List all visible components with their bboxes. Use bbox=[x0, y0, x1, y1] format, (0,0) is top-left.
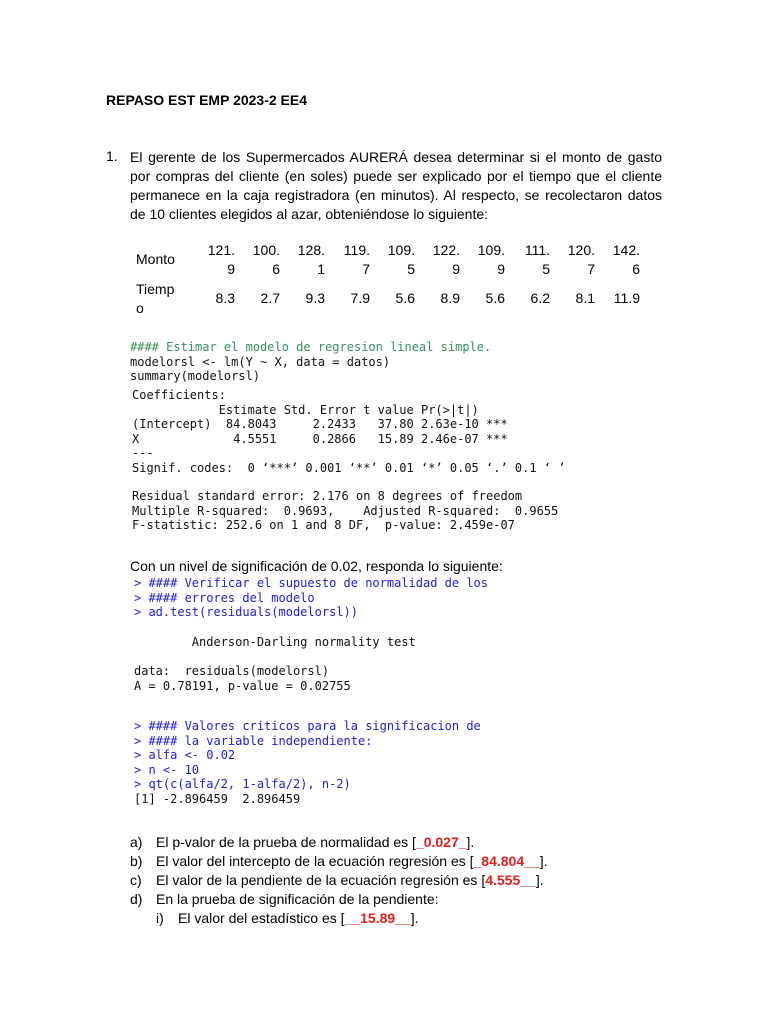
answer-label: c) bbox=[130, 872, 142, 888]
page-title: REPASO EST EMP 2023-2 EE4 bbox=[106, 92, 308, 108]
table-cell: 142. 6 bbox=[612, 241, 640, 277]
answer-text: El p-valor de la prueba de normalidad es [_0.027_]. bbox=[156, 834, 475, 850]
answer-text: El valor del estadístico es [__15.89__]. bbox=[178, 910, 419, 926]
row-label-tiempo: Tiemp o bbox=[136, 280, 175, 316]
table-cell: 7.9 bbox=[350, 290, 370, 306]
table-cell: 120. 7 bbox=[567, 241, 595, 277]
answer-text: El valor de la pendiente de la ecuación regresión es [4.555__]. bbox=[156, 872, 544, 888]
table-cell: 119. 7 bbox=[343, 241, 370, 277]
table-cell: 109. 5 bbox=[387, 241, 415, 277]
table-cell: 8.1 bbox=[575, 290, 595, 306]
table-cell: 6.2 bbox=[530, 290, 550, 306]
answer-value: 4.555__ bbox=[485, 872, 536, 888]
table-cell: 121. 9 bbox=[207, 241, 235, 277]
table-cell: 9.3 bbox=[305, 290, 325, 306]
code-lines: > #### Valores criticos para la significacion de > #### la variable independiente: > alfa <- 0.02 > n <- 10 > qt(c(alfa/2, 1-alfa/2), n-2) bbox=[134, 719, 481, 792]
answer-text: El valor del intercepto de la ecuación regresión es [_84.804__]. bbox=[156, 853, 548, 869]
r-code-normality: > #### Verificar el supuesto de normalidad de los > #### errores del modelo > ad.test(residuals(modelorsl)) bbox=[134, 576, 489, 620]
answer-label: b) bbox=[130, 853, 143, 869]
row-label-monto: Monto bbox=[136, 251, 175, 267]
code-line: modelorsl <- lm(Y ~ X, data = datos) bbox=[130, 354, 391, 369]
answer-value: _0.027_ bbox=[415, 834, 467, 850]
answer-value: _84.804__ bbox=[473, 853, 540, 869]
answer-text: En la prueba de significación de la pendiente: bbox=[156, 891, 439, 907]
answer-label: d) bbox=[130, 891, 143, 907]
question-number: 1. bbox=[106, 148, 118, 164]
r-code-critical-values bbox=[134, 719, 481, 807]
model-summary-output: Residual standard error: 2.176 on 8 degrees of freedom Multiple R-squared: 0.9693, Adjusted R-squared: 0.9655 F-statistic: 252.6 on 1 and 8 DF, p-value: 2.459e-07 bbox=[132, 489, 559, 533]
table-cell: 5.6 bbox=[485, 290, 505, 306]
table-row-tiempo bbox=[136, 279, 640, 318]
normality-test-title: Anderson-Darling normality test bbox=[134, 635, 416, 649]
table-cell: 128. 1 bbox=[297, 241, 325, 277]
table-cell: 5.6 bbox=[395, 290, 415, 306]
code-line: summary(modelorsl) bbox=[130, 369, 261, 384]
question-text: El gerente de los Supermercados AURERÁ desea determinar si el monto de gasto por compras del cliente (en soles) puede ser explicado por el tiempo que el cliente permanece en la caja registradora (en minutos). Al respecto, se recolectaron datos de 10 clientes elegidos al azar, obteniéndose lo siguiente: bbox=[130, 149, 662, 222]
instructions-text: Con un nivel de significación de 0.02, responda lo siguiente: bbox=[130, 558, 503, 574]
answer-label: a) bbox=[130, 834, 143, 850]
answer-value: __15.89__ bbox=[344, 910, 411, 926]
table-cell: 11.9 bbox=[613, 290, 640, 306]
table-cell: 100. 6 bbox=[252, 241, 280, 277]
r-code-regression bbox=[130, 340, 491, 384]
table-cell: 2.7 bbox=[260, 290, 280, 306]
table-cell: 109. 9 bbox=[477, 241, 505, 277]
data-table bbox=[136, 240, 640, 318]
answer-label: i) bbox=[156, 910, 164, 926]
table-row-monto bbox=[136, 240, 640, 279]
normality-test-output: data: residuals(modelorsl) A = 0.78191, p-value = 0.02755 bbox=[134, 664, 351, 693]
coefficients-output: Coefficients: Estimate Std. Error t value Pr(>|t|) (Intercept) 84.8043 2.2433 37.80 2.63e-10 *** X 4.5551 0.2866 15.89 2.46e-07 *** --- Signif. codes: 0 ‘***’ 0.001 ‘**’ 0.01 ‘*’ 0.05 ‘.’ 0.1 ‘ ’ bbox=[132, 388, 566, 475]
critical-values-output: [1] -2.896459 2.896459 bbox=[134, 791, 301, 806]
table-cell: 8.3 bbox=[215, 290, 235, 306]
table-cell: 122. 9 bbox=[432, 241, 460, 277]
table-cell: 8.9 bbox=[440, 290, 460, 306]
table-cell: 111. 5 bbox=[524, 241, 550, 277]
code-comment: #### Estimar el modelo de regresion lineal simple. bbox=[130, 340, 492, 354]
